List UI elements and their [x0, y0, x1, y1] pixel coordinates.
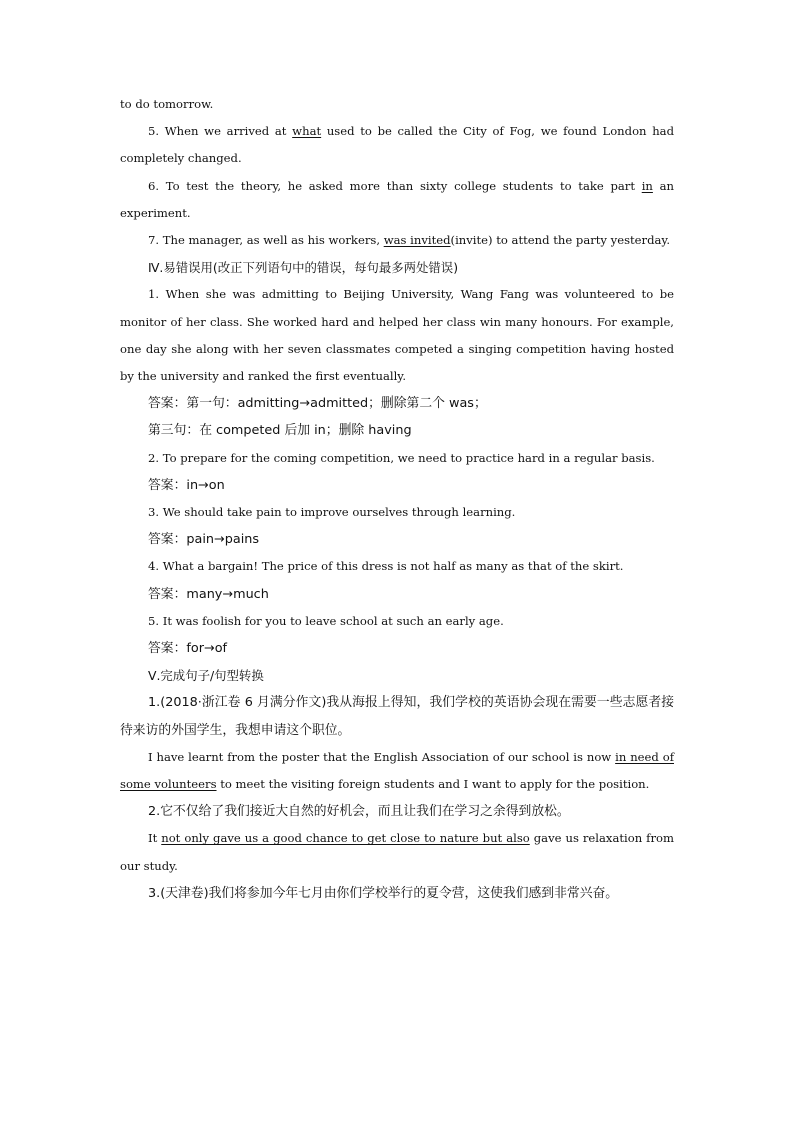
answer-line: 第三句：在 competed 后加 in；删除 having — [148, 423, 412, 439]
answer-blank: in need of some volunteers — [120, 749, 674, 792]
answer-line: 答案：in→on — [148, 477, 225, 493]
translation-prompt-1: 1.(2018·浙江卷 6 月满分作文)我从海报上得知，我们学校的英语协会现在需要一些志愿者接待来访的外国学生，我想申请这个职位。 — [120, 695, 674, 738]
answer-line: 答案：many→much — [148, 586, 269, 602]
error-item-1: 1. When she was admitting to Beijing University, Wang Fang was volunteered to be monitor of her class. She worked hard and helped her class win many honours. For example, one day she along with her seven classmates competed a singing competition having hosted by the university and ranked the first eventually. — [120, 287, 674, 384]
answer-line: 答案：第一句：admitting→admitted；删除第二个 was； — [148, 396, 487, 412]
translation-prompt-3: 3.(天津卷)我们将参加今年七月由你们学校举行的夏令营，这使我们感到非常兴奋。 — [148, 885, 619, 901]
error-item-4: 4. What a bargain! The price of this dress is not half as many as that of the skirt. — [148, 559, 624, 574]
exercise-item-6: 6. To test the theory, he asked more than sixty college students to take part in an experiment. — [120, 178, 674, 220]
translation-prompt-2: 2.它不仅给了我们接近大自然的好机会，而且让我们在学习之余得到放松。 — [148, 804, 570, 820]
exercise-item-5: 5. When we arrived at what used to be called the City of Fog, we found London had completely changed. — [120, 124, 675, 166]
answer-blank: in — [641, 178, 653, 193]
answer-blank: not only gave us a good chance to get close to nature but also — [161, 831, 530, 846]
section-heading-5: Ⅴ.完成句子/句型转换 — [148, 668, 264, 684]
error-item-3: 3. We should take pain to improve ourselves through learning. — [148, 505, 516, 520]
text-line: to do tomorrow. — [120, 97, 214, 111]
section-heading-4: Ⅳ.易错误用(改正下列语句中的错误，每句最多两处错误) — [148, 260, 459, 276]
document-page — [120, 91, 674, 907]
answer-blank: was invited — [383, 233, 451, 248]
translation-answer-1: I have learnt from the poster that the English Association of our school is now in need of some volunteers to meet the visiting foreign students and I want to apply for the position. — [120, 749, 674, 792]
exercise-item-7: 7. The manager, as well as his workers, was invited(invite) to attend the party yesterday. — [148, 233, 671, 248]
answer-blank: what — [292, 124, 322, 139]
answer-line: 答案：for→of — [148, 641, 228, 657]
translation-answer-2: It not only gave us a good chance to get close to nature but also gave us relaxation from our study. — [120, 831, 674, 873]
answer-line: 答案：pain→pains — [148, 532, 260, 548]
error-item-5: 5. It was foolish for you to leave school at such an early age. — [148, 613, 504, 628]
error-item-2: 2. To prepare for the coming competition, we need to practice hard in a regular basis. — [148, 450, 655, 465]
